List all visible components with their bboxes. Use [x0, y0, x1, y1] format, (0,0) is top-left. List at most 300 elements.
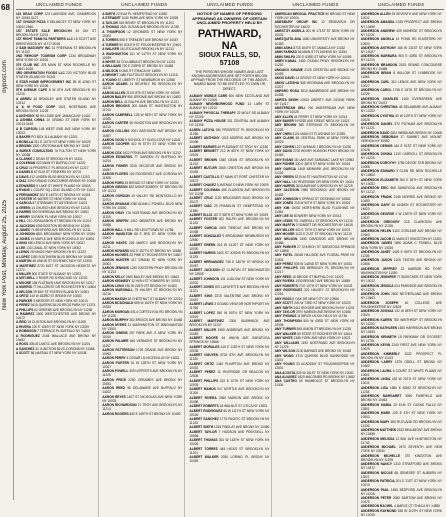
listing-entry	[16, 37, 96, 45]
owner-name: ALBERT GREEN	[189, 242, 216, 247]
owner-address: 1480 FULTON ST BROOKLYN NY 11216	[118, 73, 178, 78]
listing-entry	[102, 219, 182, 227]
owner-address: 690 RUTLAND RD BROOKLYN NY 11203	[360, 419, 442, 428]
listing-entry	[16, 351, 96, 355]
listing-entry	[275, 275, 355, 279]
listing-entry	[275, 175, 355, 179]
owner-address: 6 COURT ST WHITE PLAINS NY 10601	[360, 368, 442, 377]
owner-name: A DIAZ	[16, 179, 27, 184]
listing-column-3	[188, 12, 271, 517]
listing-entry	[16, 264, 96, 272]
owner-address: 12 HIGH ST YONKERS NY 10703	[130, 279, 180, 284]
owner-name: ANDERSON MELISSA	[360, 436, 395, 441]
owner-name: A CLARKE	[16, 157, 33, 162]
owner-name: A DANIELS	[16, 170, 34, 175]
owner-address: 2490 DAVIDSON AVE BRONX NY 10468	[274, 236, 355, 245]
listing-entry	[361, 37, 442, 45]
listing-entry	[16, 114, 96, 118]
listing-entry	[275, 362, 355, 370]
owner-address: 2815 AVENUE U BROOKLYN NY 11229	[294, 184, 353, 189]
owner-address: 3215 DECATUR AVE BRONX NY 10467	[102, 163, 183, 172]
owner-name: AARON COX	[102, 150, 122, 155]
owner-address: 1680 UNIVERSITY AVE BRONX NY 10453	[274, 37, 355, 46]
owner-address: 870 LAFAYETTE AVE BROOKLYN NY 11221	[189, 285, 270, 294]
owner-address: 3 SOUND VIEW DR NORTHPORT NY 11768	[189, 302, 270, 311]
listing-entry	[16, 88, 96, 96]
owner-address: 45 DELAWARE AVE ALBANY NY 12202	[360, 105, 442, 114]
owner-name: AMY PEREZ	[274, 261, 294, 266]
listing-entry	[102, 16, 182, 20]
listing-entry	[275, 336, 355, 340]
owner-name: A MARTINEZ	[16, 263, 36, 268]
owner-address: 3010 BAINBRIDGE AVE BRONX NY 10458	[274, 89, 355, 98]
owner-address: 52 ELM ST HUNTINGTON NY 11743	[293, 175, 348, 180]
listing-entry	[102, 249, 182, 253]
listing-columns	[16, 11, 444, 517]
listing-entry	[275, 180, 355, 184]
owner-address: 1745 E 15TH ST BROOKLYN NY 11229	[360, 88, 442, 97]
owner-address: 88 E 3RD ST NEW YORK NY 10003	[102, 232, 183, 241]
listing-entry	[361, 496, 442, 504]
owner-name: AARON MARSHALL	[102, 288, 134, 293]
listing-entry	[275, 327, 355, 331]
owner-address: 2145 MORRIS AVE BRONX NY 10453	[360, 194, 442, 203]
owner-address: 25 SEVENTH AVE NEW YORK NY 10011	[360, 12, 442, 21]
listing-entry	[189, 234, 269, 242]
owner-name: AMY JOHNSON	[274, 196, 299, 201]
owner-name: ANDERSON LINDA	[360, 377, 391, 382]
owner-name: A EDWARDS	[16, 183, 36, 188]
owner-name: A BROWN	[16, 144, 32, 149]
owner-name: ANDERSON CHRISTINA	[360, 105, 398, 110]
owner-address: 900 SHERIDAN AVE BRONX NY 10451	[31, 210, 89, 215]
owner-name: ALBERT GARCIA	[189, 225, 217, 230]
listing-entry	[16, 232, 96, 236]
owner-address: 220 VICTORY BLVD STATEN ISLAND NY 10301	[16, 71, 97, 80]
owner-address: 330 E 38TH ST NEW YORK NY 10016	[294, 162, 351, 167]
listing-entry	[275, 81, 355, 89]
owner-address: 2470 SEVENTH AVE NEW YORK NY 10030	[360, 445, 442, 454]
owner-address: 15002 NORTHERN BLVD FLUSHING NY 11354	[274, 205, 355, 214]
owner-name: AARON JENKINS	[102, 266, 129, 271]
owner-address: 1408 NEWKIRK AVE BROOKLYN NY 11226	[274, 166, 355, 175]
owner-name: AARON COOK	[102, 137, 125, 142]
listing-entry	[102, 91, 182, 95]
listing-entry	[189, 353, 269, 361]
owner-name: AMY RIVERA	[274, 279, 295, 284]
owner-name: A WILLIAMS	[102, 64, 122, 69]
listing-entry	[275, 119, 355, 123]
owner-name: ALBERT COLEMAN	[189, 187, 220, 192]
listing-entry	[361, 63, 442, 71]
listing-entry	[16, 20, 96, 28]
listing-entry	[361, 377, 442, 385]
listing-entry	[16, 105, 96, 113]
listing-entry	[16, 290, 96, 294]
owner-name: AARON GORDON	[102, 193, 130, 198]
owner-name: A MILLER	[16, 272, 31, 276]
owner-name: AMY CHEN	[274, 131, 292, 136]
owner-address: 2350 ADAM C POWELL BLVD NEW YORK NY 10030	[102, 202, 183, 211]
owner-name: AARON ROGERS	[102, 411, 129, 416]
owner-name: AMESTOY ANGELA	[274, 28, 305, 33]
owner-address: 1015 MORRIS AVE BRONX NY 10456	[189, 136, 270, 145]
listing-entry	[361, 152, 442, 160]
owner-address: 2065 CRESTON AVE BRONX NY 10453	[189, 166, 270, 175]
owner-name: AARON MCDONALD	[102, 301, 134, 306]
listing-entry	[275, 201, 355, 205]
owner-name: AARON REED	[102, 386, 125, 391]
listing-entry	[275, 115, 355, 119]
owner-address: 301 W 171ST ST NEW YORK NY 10032	[274, 28, 355, 38]
owner-name: A ROBINSON	[16, 329, 37, 334]
owner-name: AMY THOMPSON	[274, 318, 302, 323]
listing-entry	[189, 328, 269, 336]
listing-entry	[102, 275, 182, 279]
listing-entry	[16, 206, 96, 210]
owner-name: AARON MYERS	[102, 322, 127, 327]
owner-name: 2ND REHOOP TOURISM CORP	[16, 54, 67, 59]
owner-name: AMY PARKER	[274, 244, 297, 249]
owner-name: A KING	[16, 241, 28, 246]
owner-name: AMY WILLIAMS	[274, 340, 300, 345]
listing-entry	[361, 80, 442, 88]
listing-entry	[16, 285, 96, 289]
listing-entry	[189, 111, 269, 119]
owner-name: A LEWIS	[16, 250, 30, 255]
listing-entry	[275, 214, 355, 218]
owner-name: A THOMAS	[102, 25, 120, 30]
owner-name: ALBERT MARTINEZ	[189, 319, 224, 324]
listing-entry	[189, 136, 269, 144]
listing-entry	[361, 411, 442, 419]
owner-name: ANDERSON DANIEL	[360, 122, 393, 127]
owner-address: 1580 E 52ND ST BROOKLYN NY 11234	[360, 385, 442, 394]
owner-name: AMEZQUITA ANA	[274, 37, 302, 42]
owner-address: 1425 E 96TH ST BROOKLYN NY 11236	[360, 249, 442, 258]
owner-name: ANDERSON ALLEN	[360, 12, 391, 16]
listing-entry	[275, 371, 355, 375]
owner-address: 48 UNION ST SCHENECTADY NY 12305	[31, 259, 92, 264]
owner-address: 572 PUTNAM AVE BROOKLYN NY 11221	[360, 122, 442, 131]
owner-name: ANDERSON MARK	[360, 411, 391, 416]
listing-entry	[102, 129, 182, 137]
listing-entry	[361, 386, 442, 394]
owner-address: 213 E 8TH ST NEW YORK NY 10009	[125, 90, 180, 95]
owner-name: ANDERSON NANCY	[360, 462, 392, 467]
listing-entry	[16, 127, 96, 135]
owner-name: A HENRY	[16, 214, 31, 219]
owner-name: AARON HUNTER	[102, 257, 130, 262]
owner-name: AMY WHITE	[274, 336, 293, 341]
listing-entry	[189, 145, 269, 149]
owner-address: 2811 OCEAN AVE BROOKLYN NY 11235	[119, 25, 180, 30]
owner-name: AARON FLORES	[102, 172, 128, 177]
owner-name: ALBERT ELLIS	[189, 212, 213, 217]
owner-name: A PHILLIPS	[16, 307, 34, 312]
listing-entry	[189, 183, 269, 187]
listing-entry	[16, 140, 96, 144]
owner-name: AMY JACKSON	[274, 188, 300, 193]
listing-entry	[189, 213, 269, 217]
running-head-label: UNCLAIMED FUNDS	[121, 2, 168, 7]
owner-address: 2 RIVER RD SYRACUSE NY 13202	[35, 276, 88, 281]
listing-entry	[102, 151, 182, 155]
listing-entry	[189, 166, 269, 174]
listing-entry	[361, 88, 442, 96]
owner-address: 18 CHESTNUT ST ALBANY NY 12210	[126, 296, 183, 301]
listing-entry	[16, 219, 96, 223]
listing-entry	[102, 78, 182, 82]
owner-name: ANDERSON LISA	[360, 385, 389, 390]
owner-address: 34 JAY ST BROOKLYN NY 11201	[16, 28, 97, 38]
owner-name: ANDERSON DAVID	[360, 130, 390, 135]
owner-name: 2 SAM MASONRY INC	[16, 45, 51, 50]
owner-address: 2811 WEBB AVE BRONX NY 10468	[389, 130, 442, 135]
owner-address: 245 MARCY AVE BROOKLYN NY 11211	[102, 240, 183, 249]
owner-name: ALBERT HERNANDEZ	[189, 259, 224, 264]
owner-address: 7 TERRACE PL BUFFALO NY 14203	[36, 329, 91, 334]
owner-name: A WASHINGTON	[102, 51, 128, 56]
owner-address: 88 BOWERY NEW YORK NY 10013	[288, 214, 342, 219]
owner-address: 780 WINTHROP ST BROOKLYN NY 11203	[360, 317, 442, 326]
owner-address: 445 HICKS ST BROOKLYN NY 11201	[189, 446, 270, 455]
owner-name: ALBERT MILLER	[189, 327, 216, 332]
listing-entry	[361, 237, 442, 241]
listing-entry	[16, 342, 96, 346]
owner-name: A MORRIS	[16, 285, 32, 290]
listing-entry	[275, 262, 355, 266]
owner-address: 125 E 4TH ST NEW YORK NY 10003	[360, 411, 442, 420]
owner-address: 29 BAY ST STATEN ISLAND NY 10301	[32, 289, 90, 294]
owner-address: 302 E 149TH ST BRONX NY 10451	[38, 192, 91, 197]
owner-name: ANDERSON JASON	[360, 258, 392, 263]
owner-address: 257 PARK AVE S NEW YORK NY 10010	[102, 331, 183, 340]
owner-name: ANDERSON AMANDA	[360, 20, 395, 25]
owner-address: 240 W 73RD ST NEW YORK NY 10023	[293, 301, 351, 306]
owner-name: ANDERSON ELIZABETH	[360, 177, 399, 182]
owner-address: 11 BIRCH LN DIX HILLS NY 11746	[296, 314, 347, 319]
listing-entry	[275, 310, 355, 314]
owner-address: 7 HUDSON AVE PEEKSKILL NY 10566	[189, 429, 270, 438]
listing-entry	[361, 220, 442, 228]
listing-entry	[361, 241, 442, 249]
owner-address: 400 E 70TH ST NEW YORK NY 10021	[294, 227, 351, 232]
owner-name: AARON MASON	[102, 296, 127, 301]
owner-name: A ANTHONY	[16, 113, 35, 118]
owner-address: 2215 VALENTINE AVE BRONX NY 10457	[189, 293, 270, 302]
listing-entry	[16, 157, 96, 161]
listing-column-3-entries	[189, 94, 269, 464]
listing-entry	[16, 224, 96, 228]
listing-entry	[16, 149, 96, 157]
owner-address: 101 LUDLOW ST NEW YORK NY 10002	[189, 276, 270, 285]
owner-name: A HILL	[16, 219, 27, 224]
running-head-label: UNCLAIMED FUNDS	[378, 2, 425, 7]
owner-name: A ABREU	[16, 96, 32, 101]
listing-entry	[16, 237, 96, 241]
listing-entry	[102, 194, 182, 202]
owner-name: AMOAKO KWAME	[274, 67, 303, 72]
owner-name: A PARKER	[16, 298, 33, 303]
owner-address: 9 GLEN RD NEW ROCHELLE NY 10804	[360, 169, 442, 178]
listing-entry	[102, 82, 182, 90]
listing-entry	[275, 59, 355, 67]
owner-address: 2001 BATHGATE AVE BRONX NY 10457	[102, 129, 183, 138]
owner-address: 102 ROOSEVELT AVE CORONA NY 11368	[102, 172, 183, 181]
owner-address: 133 CANAL ST NEW YORK NY 10002	[25, 245, 81, 250]
owner-name: A GARCIA	[16, 201, 32, 206]
listing-entry	[16, 63, 96, 71]
listing-entry	[102, 348, 182, 356]
owner-name: AMPARO ROSA	[274, 89, 300, 94]
owner-address: 1755 DEVOE TER BRONX NY 10468	[360, 160, 442, 169]
owner-name: ALBERT FOSTER	[189, 217, 217, 222]
listing-entry	[275, 306, 355, 310]
owner-name: A FOSTER	[16, 196, 32, 201]
listing-entry	[275, 68, 355, 76]
listing-entry	[189, 319, 269, 327]
owner-name: A WRIGHT	[102, 73, 119, 78]
owner-address: 220 E 106TH ST NEW YORK NY 10029	[31, 324, 89, 329]
owner-address: 455 CLASSON AVE BROOKLYN NY 11238	[189, 187, 270, 196]
owner-address: 311 E 112TH ST NEW YORK NY 10029	[33, 139, 91, 144]
owner-address: 41 RALPH AVE BROOKLYN NY 11221	[123, 99, 180, 104]
listing-entry	[361, 131, 442, 135]
owner-name: AMY HALL	[274, 179, 292, 184]
owner-address: 500 STATE ST ALBANY NY 12203	[30, 272, 81, 276]
owner-name: ALBANY PHYSICAL THERAPY	[189, 110, 236, 115]
owner-name: ANDERSON KATHLEEN	[360, 326, 398, 331]
owner-address: 18 WALNUT ST UTICA NY 13501	[218, 404, 268, 409]
owner-address: 280 PROSPECT PL BROOKLYN NY 11238	[189, 127, 270, 136]
listing-entry	[361, 394, 442, 402]
owner-address: 1500 WESTCHESTER AVE BRONX NY 10472	[16, 311, 97, 320]
owner-name: ALBERT SMITH	[189, 425, 214, 430]
listing-entry	[102, 301, 182, 309]
owner-name: AARON HAMILTON	[102, 232, 133, 237]
owner-name: ANDERSON JAMES	[360, 241, 393, 246]
owner-address: 500 NEW SCOTLAND AVE ALBANY NY 12208	[189, 93, 270, 102]
owner-address: 12 ORCHARD ST NEW YORK NY 10002	[102, 29, 183, 38]
listing-entry	[361, 186, 442, 194]
owner-address: 3411 SNYDER AVE BROOKLYN NY 11203	[292, 305, 355, 310]
owner-name: ANDERSON MICHELLE	[360, 453, 401, 458]
listing-entry	[16, 228, 96, 232]
owner-address: 125 W 96TH ST NEW YORK NY 10025	[102, 112, 183, 121]
owner-name: AARON GRIFFIN	[102, 219, 129, 224]
owner-name: ALBERT TORRES	[189, 446, 218, 451]
owner-address: 9 BROADWAY NEWBURGH NY 12550	[189, 234, 270, 243]
owner-name: ALBERT GONZALEZ	[189, 234, 222, 239]
owner-name: ANA ALVAREZ	[274, 374, 297, 379]
listing-entry	[16, 135, 96, 139]
listing-entry	[102, 21, 182, 25]
owner-address: 845 UNION ST BROOKLYN NY 11215	[295, 327, 352, 332]
listing-entry	[361, 420, 442, 428]
owner-address: 222 E 10TH ST NEW YORK NY 10003	[189, 378, 270, 387]
listing-entry	[275, 46, 355, 50]
owner-address: 51 W 128TH ST NEW YORK NY 10027	[102, 360, 183, 369]
listing-entry	[275, 149, 355, 157]
listing-entry	[189, 336, 269, 344]
owner-address: 29 ELM ST GLENS FALLS NY 12801	[360, 402, 442, 411]
owner-name: AMIN FARHAD	[274, 50, 297, 55]
owner-name: AMY PHILLIPS	[274, 266, 298, 271]
listing-entry	[361, 54, 442, 62]
owner-address: 18 CLINTON AVE BROOKLYN NY 11205	[26, 320, 86, 325]
listing-entry	[16, 184, 96, 188]
owner-name: ANDERSON CARL	[360, 79, 390, 84]
owner-name: AMY BAKER	[274, 119, 294, 124]
owner-name: A TAYLOR	[102, 20, 118, 25]
owner-address: 16 PROSPECT PL BROOKLYN NY 11217	[27, 165, 89, 170]
owner-address: 1304 BUSHWICK AVE BROOKLYN NY 11207	[189, 319, 270, 328]
owner-address: 5 OAK ST ITHACA NY 14850	[118, 68, 161, 73]
owner-name: AARON HUGHES	[102, 253, 129, 258]
listing-entry	[16, 71, 96, 79]
owner-address: 5 MILL RD LEVITTOWN NY 11756	[123, 227, 174, 232]
listing-entry	[16, 197, 96, 201]
owner-address: 1725 GRAND AVE BRONX NY 10453	[102, 347, 183, 357]
listing-entry	[275, 332, 355, 336]
owner-name: ALBERT HARRIS	[189, 251, 216, 256]
owner-address: 1521 NOSTRAND AVE BROOKLYN NY 11226	[16, 105, 97, 114]
owner-name: ANDERSON JEFFREY	[360, 266, 397, 271]
listing-entry	[189, 447, 269, 455]
listing-entry	[102, 30, 182, 38]
owner-name: ALBANY MOBILE CARE	[189, 93, 228, 98]
owner-address: 2400 TIEBOUT AVE BRONX NY 10458	[189, 225, 270, 234]
listing-entry	[102, 253, 182, 257]
listing-entry	[102, 95, 182, 99]
owner-name: ANDERSON MARIA	[360, 402, 392, 407]
listing-entry	[16, 166, 96, 170]
owner-name: ALBERT WALKER	[189, 455, 219, 460]
owner-name: AARON FORD	[102, 180, 124, 185]
owner-name: AARON PRICE	[102, 377, 126, 382]
listing-entry	[102, 228, 182, 232]
owner-address: 622 RALPH AVE BROOKLYN NY 11233	[189, 217, 270, 226]
owner-name: AARON COOPER	[102, 142, 130, 147]
owner-name: ALBERT THOMAS	[189, 438, 218, 443]
owner-address: 409 MONROE ST BROOKLYN NY 11221	[360, 28, 442, 38]
owner-name: AARON OWENS	[102, 331, 128, 335]
owner-address: 331 CENTRAL AVE ALBANY NY 12206	[189, 119, 270, 128]
listing-entry	[275, 162, 355, 166]
listing-entry	[102, 202, 182, 210]
listing-entry	[102, 258, 182, 266]
listing-entry	[361, 203, 442, 211]
owner-name: AARON BELL	[102, 99, 124, 104]
owner-name: ANDERSON RAYMOND	[360, 508, 397, 513]
owner-name: A B CARSON	[16, 126, 38, 131]
owner-address: 514 PARKSIDE AVE BROOKLYN NY 11226	[360, 283, 442, 292]
owner-address: 3050 FAIRFIELD AVE BRONX NY 10463	[360, 394, 442, 403]
listing-entry	[189, 128, 269, 136]
owner-address: 25 KINGS HWY BROOKLYN NY 11223	[29, 250, 86, 255]
owner-address: 210 JORALEMON ST BROOKLYN NY 11201	[26, 219, 92, 224]
listing-entry	[16, 179, 96, 183]
owner-address: 9410 QUEENS BLVD REGO PARK NY 11374	[29, 303, 96, 308]
listing-entry	[189, 188, 269, 196]
listing-entry	[189, 404, 269, 408]
owner-name: ANDERSON ERIC	[360, 186, 389, 191]
listing-entry	[275, 188, 355, 196]
listing-entry	[275, 106, 355, 114]
listing-entry	[16, 276, 96, 280]
owner-address: 165 W 131ST ST NEW YORK NY 10027	[360, 45, 442, 54]
